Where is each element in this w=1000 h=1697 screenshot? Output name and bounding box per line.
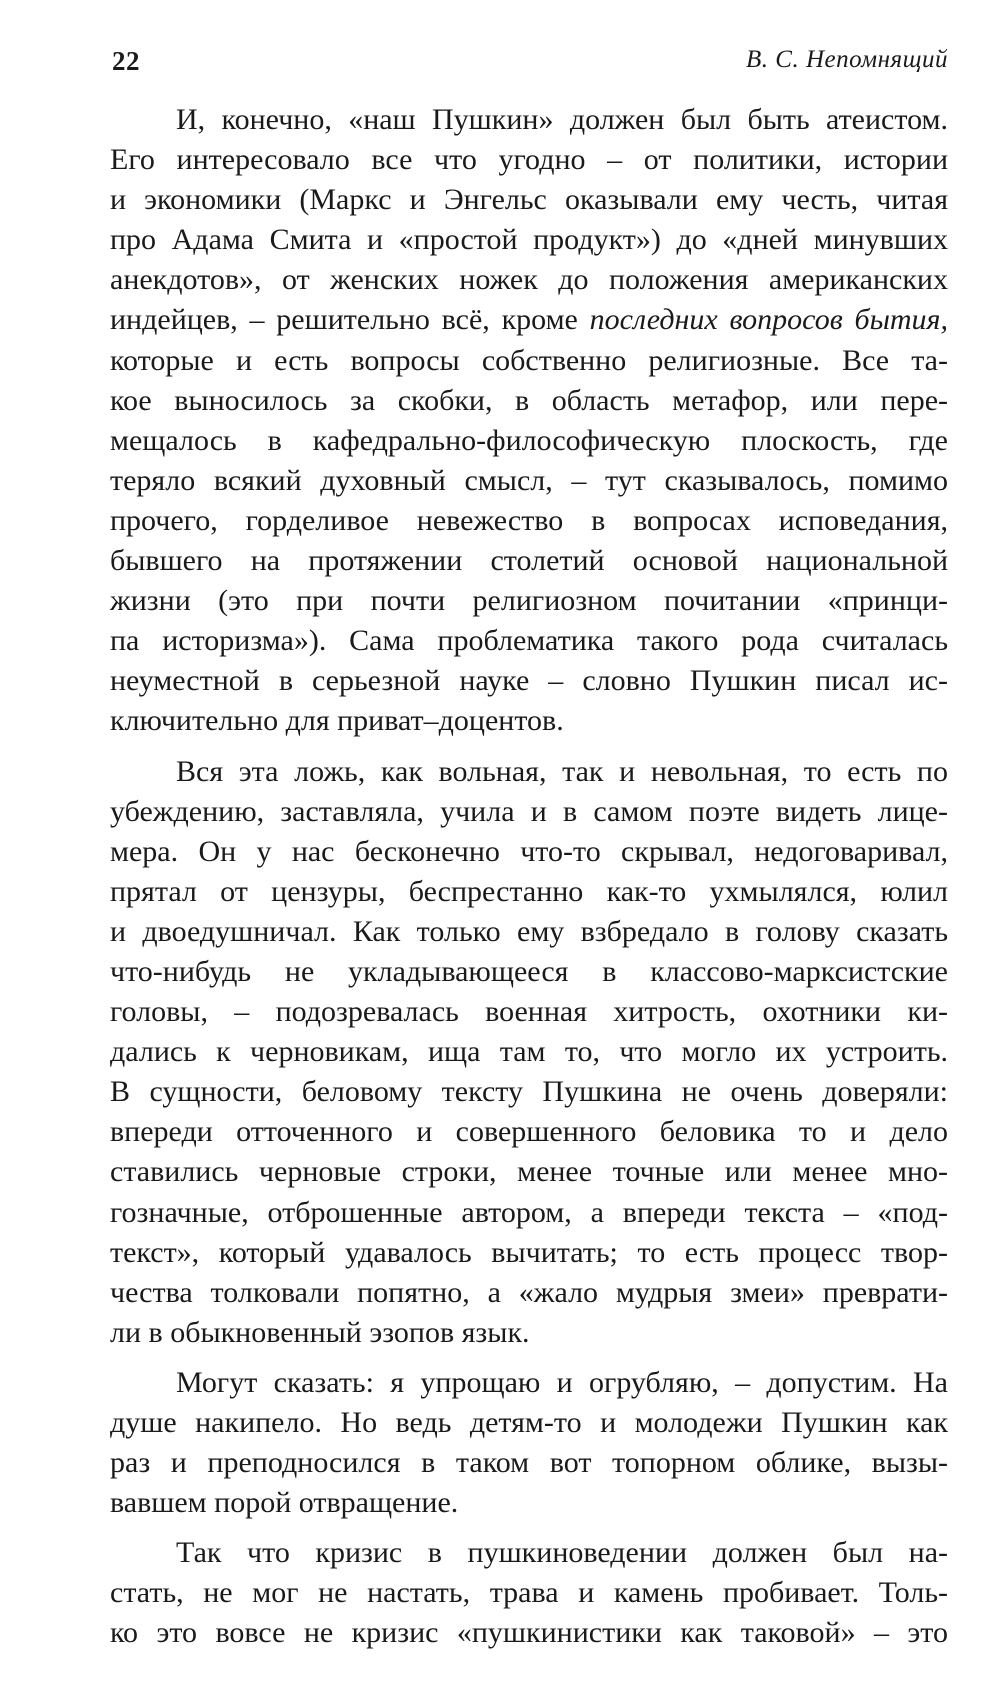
body-text <box>110 100 948 1654</box>
text-line <box>110 300 948 340</box>
line-text: жизни (это при почти религиозном почитании «принци- <box>110 584 948 618</box>
line-text: прятал от цензуры, беспрестанно как-то ухмылялся, юлил <box>110 874 948 908</box>
line-text: мера. Он у нас бесконечно что-то скрывал, недоговаривал, <box>110 834 948 868</box>
text-line <box>110 100 948 140</box>
line-text: вавшем порой отвращение. <box>110 1486 459 1520</box>
text-line <box>110 581 948 621</box>
text-line <box>110 260 948 300</box>
line-text: и экономики (Маркс и Энгельс оказывали ему честь, читая <box>110 183 948 217</box>
line-text: анекдотов», от женских ножек до положения американских <box>110 263 948 297</box>
text-line <box>110 220 948 260</box>
text-line <box>110 541 948 581</box>
text-line <box>110 952 948 992</box>
text-line <box>110 1233 948 1273</box>
line-text: ключительно для приват–доцентов. <box>110 704 564 738</box>
text-line <box>110 832 948 872</box>
line-text: дались к черновикам, ища там то, что могло их устроить. <box>110 1035 948 1069</box>
line-text: текст», который удавалось вычитать; то есть процесс твор- <box>110 1235 948 1269</box>
paragraph <box>110 100 948 742</box>
text-line <box>110 421 948 461</box>
line-text: гозначные, отброшенные автором, а впереди текста – «под- <box>110 1195 948 1229</box>
paragraph <box>110 752 948 1353</box>
text-line <box>110 1613 948 1653</box>
text-line <box>110 1533 948 1573</box>
text-line <box>110 1112 948 1152</box>
text-line <box>110 501 948 541</box>
line-text: головы, – подозревалась военная хитрость, охотники ки- <box>110 995 948 1029</box>
paragraph-gap <box>110 1523 948 1533</box>
text-line <box>110 1403 948 1443</box>
text-line <box>110 1483 948 1523</box>
text-line <box>110 912 948 952</box>
page-number: 22 <box>112 46 140 76</box>
line-text: ко это вовсе не кризис «пушкинистики как таковой» – это <box>110 1616 948 1650</box>
text-line <box>110 1443 948 1483</box>
text-line <box>110 140 948 180</box>
line-text: что-нибудь не укладывающееся в классово-марксистские <box>110 954 948 988</box>
text-line <box>110 1152 948 1192</box>
paragraph <box>110 1363 948 1523</box>
text-line <box>110 1273 948 1313</box>
line-text: стать, не мог не настать, трава и камень пробивает. Толь- <box>110 1576 948 1610</box>
text-line <box>110 792 948 832</box>
running-head <box>112 46 948 86</box>
text-line <box>110 381 948 421</box>
text-line <box>110 661 948 701</box>
line-text: ставились черновые строки, менее точные или менее мно- <box>110 1155 948 1189</box>
line-text: кое выносилось за скобки, в область метафор, или пере- <box>110 383 948 417</box>
line-text: В сущности, беловому тексту Пушкина не очень доверяли: <box>110 1075 948 1109</box>
text-line <box>110 180 948 220</box>
line-text: неуместной в серьезной науке – словно Пушкин писал ис- <box>110 664 948 698</box>
line-text: и двоедушничал. Как только ему взбредало в голову сказать <box>110 914 948 948</box>
text-line <box>110 752 948 792</box>
line-text: прочего, горделивое невежество в вопросах исповедания, <box>110 503 948 537</box>
line-text: которые и есть вопросы собственно религиозные. Все та- <box>110 343 948 377</box>
paragraph-gap <box>110 742 948 752</box>
text-line <box>110 1313 948 1353</box>
text-line <box>110 1072 948 1112</box>
line-text: про Адама Смита и «простой продукт») до «дней минувших <box>110 223 948 257</box>
line-text: убеждению, заставляла, учила и в самом поэте видеть лице- <box>110 794 948 828</box>
line-text: раз и преподносился в таком вот топорном облике, вызы- <box>110 1446 948 1480</box>
running-title-author: В. С. Непомнящий <box>746 46 948 73</box>
text-line <box>110 701 948 741</box>
line-text: чества толковали попятно, а «жало мудрыя змеи» преврати- <box>110 1275 948 1309</box>
text-line <box>110 1193 948 1233</box>
line-text: теряло всякий духовный смысл, – тут сказывалось, помимо <box>110 463 948 497</box>
text-line <box>110 621 948 661</box>
line-text: па историзма»). Сама проблематика такого рода считалась <box>110 624 948 658</box>
line-text: душе накипело. Но ведь детям-то и молодежи Пушкин как <box>110 1406 948 1439</box>
line-text: Могут сказать: я упрощаю и огрубляю, – допустим. На <box>176 1365 948 1399</box>
line-text: И, конечно, «наш Пушкин» должен был быть атеистом. <box>176 103 948 136</box>
text-line <box>110 1573 948 1613</box>
line-text: мещалось в кафедрально-философическую плоскость, где <box>110 423 948 457</box>
italic-emphasis: последних вопросов бытия, <box>589 303 948 337</box>
text-line <box>110 1032 948 1072</box>
line-text: ли в обыкновенный эзопов язык. <box>110 1315 530 1349</box>
line-text: бывшего на протяжении столетий основой национальной <box>110 544 948 578</box>
text-line <box>110 461 948 501</box>
text-line <box>110 992 948 1032</box>
text-line <box>110 1363 948 1403</box>
line-text: индейцев, – решительно всё, кроме <box>110 303 590 337</box>
text-line <box>110 872 948 912</box>
line-text: Так что кризис в пушкиноведении должен был на- <box>176 1536 948 1570</box>
text-line <box>110 341 948 381</box>
line-text: впереди отточенного и совершенного беловика то и дело <box>110 1115 948 1149</box>
line-text: Вся эта ложь, как вольная, так и невольная, то есть по <box>176 754 948 788</box>
paragraph-gap <box>110 1353 948 1363</box>
paragraph <box>110 1533 948 1653</box>
line-text: Его интересовало все что угодно – от политики, истории <box>110 143 948 177</box>
